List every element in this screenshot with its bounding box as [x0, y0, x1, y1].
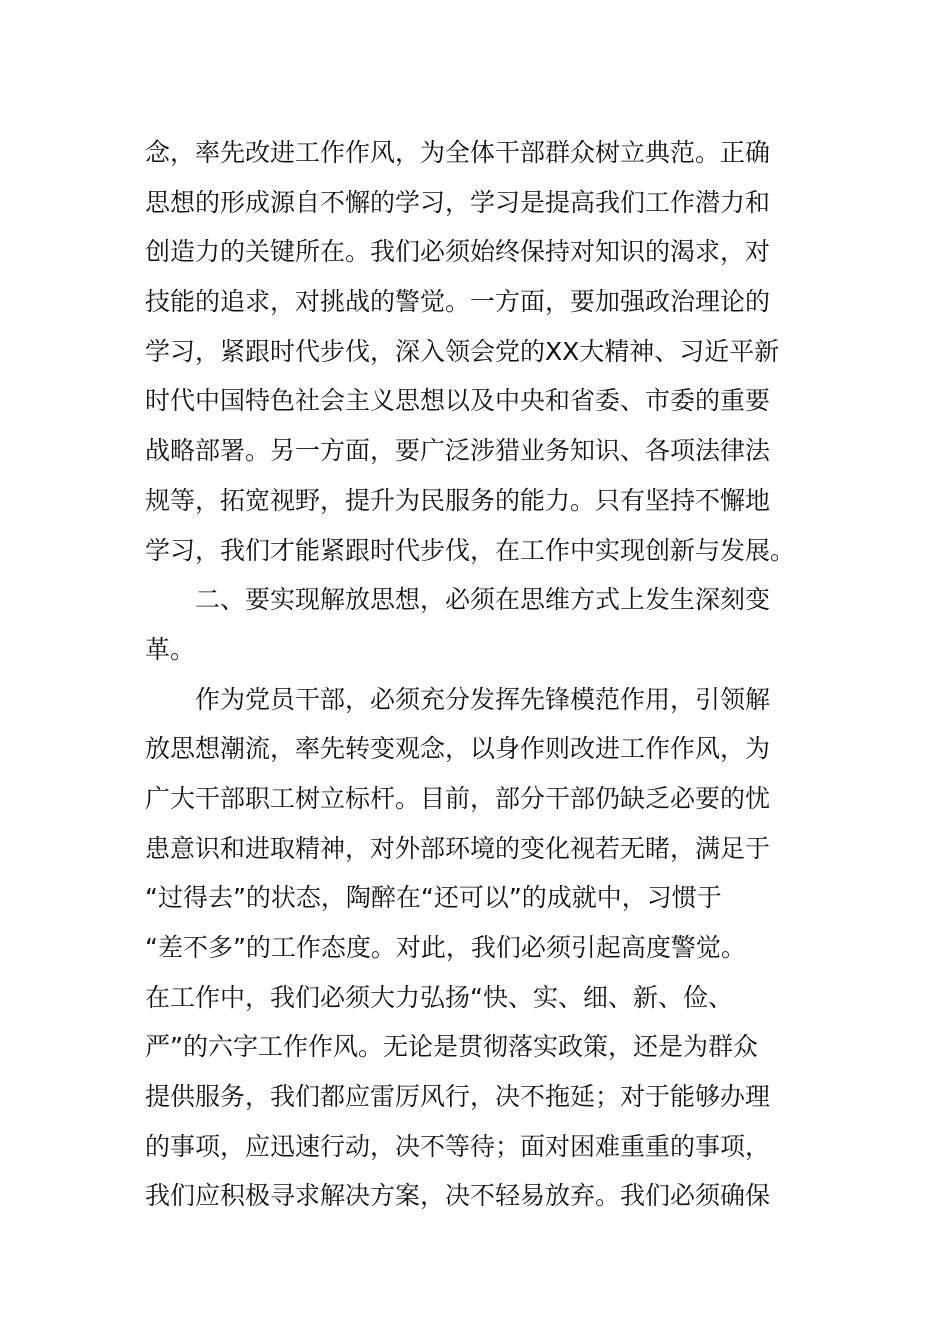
text-line: 广大干部职工树立标杆。目前，部分干部仍缺乏必要的忧	[145, 783, 771, 813]
text-line: 思想的形成源自不懈的学习，学习是提高我们工作潜力和	[145, 187, 771, 217]
text-line: 革。	[145, 634, 196, 664]
text-line: 战略部署。另一方面，要广泛涉猎业务知识、各项法律法	[145, 436, 771, 466]
text-line: 技能的追求，对挑战的警觉。一方面，要加强政治理论的	[145, 287, 771, 317]
text-line: 患意识和进取精神，对外部环境的变化视若无睹，满足于	[145, 833, 771, 863]
text-line: 学习，我们才能紧跟时代步伐，在工作中实现创新与发展。	[145, 535, 796, 565]
text-line: 时代中国特色社会主义思想以及中央和省委、市委的重要	[145, 386, 771, 416]
text-line: 在工作中，我们必须大力弘扬“快、实、细、新、俭、	[145, 982, 733, 1012]
body-text	[145, 128, 815, 1221]
text-line: “过得去”的状态，陶醉在“还可以”的成就中，习惯于	[145, 883, 722, 913]
text-line: 放思想潮流，率先转变观念，以身作则改进工作作风，为	[145, 734, 771, 764]
text-line: 念，率先改进工作作风，为全体干部群众树立典范。正确	[145, 138, 771, 167]
text-line: 作为党员干部，必须充分发挥先锋模范作用，引领解	[195, 684, 771, 714]
text-line: “差不多”的工作态度。对此，我们必须引起高度警觉。	[145, 933, 746, 962]
text-line: 提供服务，我们都应雷厉风行，决不拖延；对于能够办理	[145, 1082, 771, 1112]
text-line: 二、要实现解放思想，必须在思维方式上发生深刻变	[195, 585, 771, 615]
text-line: 严”的六字工作作风。无论是贯彻落实政策，还是为群众	[145, 1032, 758, 1062]
text-line: 规等，拓宽视野，提升为民服务的能力。只有坚持不懈地	[145, 485, 771, 515]
text-line: 我们应积极寻求解决方案，决不轻易放弃。我们必须确保	[145, 1181, 771, 1211]
text-line: 学习，紧跟时代步伐，深入领会党的XX大精神、习近平新	[145, 336, 780, 366]
text-line: 的事项，应迅速行动，决不等待；面对困难重重的事项，	[145, 1131, 771, 1161]
text-line: 创造力的关键所在。我们必须始终保持对知识的渴求，对	[145, 237, 771, 267]
